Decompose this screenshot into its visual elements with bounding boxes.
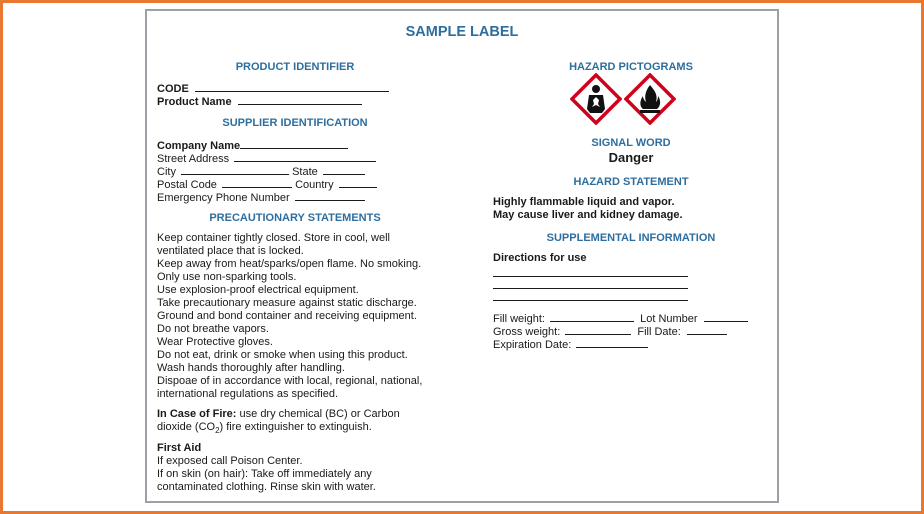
hazard-statement-line: Highly flammable liquid and vapor. <box>493 196 675 208</box>
product-identifier-heading: PRODUCT IDENTIFIER <box>235 61 355 73</box>
product-name-field: Product Name <box>157 94 362 109</box>
emergency-phone-field: Emergency Phone Number <box>157 190 365 205</box>
precautionary-statement-line: Dispoae of in accordance with local, regional, national, <box>157 375 423 387</box>
left-column <box>157 11 437 501</box>
precautionary-statement-line: Use explosion-proof electrical equipment. <box>157 284 359 296</box>
emergency-phone-blank <box>295 190 365 201</box>
directions-line-1 <box>493 276 688 277</box>
city-state-field: City State <box>157 164 365 179</box>
flame-pictogram-icon <box>624 73 676 125</box>
directions-line-3 <box>493 300 688 301</box>
precautionary-statement-line: Wear Protective gloves. <box>157 336 273 348</box>
precautionary-statement-line: Keep container tightly closed. Store in cool, well <box>157 232 390 244</box>
fire-instructions-line2: dioxide $(CO_2)$ fire extinguisher to extinguish. <box>157 421 372 436</box>
expiration-date-field: Expiration Date: <box>493 337 648 352</box>
first-aid-line: contaminated clothing. Rinse skin with water. <box>157 481 376 493</box>
right-column <box>493 11 773 501</box>
fill-weight-blank <box>550 311 634 322</box>
supplemental-information-heading: SUPPLEMENTAL INFORMATION <box>546 232 716 244</box>
street-address-field: Street Address <box>157 151 376 166</box>
precautionary-statement-line: Do not eat, drink or smoke when using this product. <box>157 349 408 361</box>
fill-weight-lot-field: Fill weight: Lot Number <box>493 311 748 326</box>
code-field: CODE <box>157 81 389 96</box>
gross-weight-fill-date-field: Gross weight: Fill Date: <box>493 324 727 339</box>
city-blank <box>181 164 289 175</box>
hazard-statement-line: May cause liver and kidney damage. <box>493 209 683 221</box>
fire-instructions: In Case of Fire: use dry chemical (BC) or Carbon <box>157 408 400 420</box>
precautionary-statement-line: Only use non-sparking tools. <box>157 271 297 283</box>
first-aid-line: If exposed call Poison Center. <box>157 455 303 467</box>
signal-word-heading: SIGNAL WORD <box>591 137 671 149</box>
postal-country-field: Postal Code Country <box>157 177 377 192</box>
sample-label <box>145 9 779 503</box>
fill-date-blank <box>687 324 727 335</box>
hazard-statement-heading: HAZARD STATEMENT <box>573 176 689 188</box>
company-name-blank <box>240 138 348 149</box>
street-address-blank <box>234 151 376 162</box>
first-aid-heading: First Aid <box>157 442 202 454</box>
country-blank <box>339 177 377 188</box>
lot-number-blank <box>704 311 748 322</box>
state-blank <box>323 164 365 175</box>
precautionary-statement-line: ventilated place that is locked. <box>157 245 304 257</box>
precautionary-statements-heading: PRECAUTIONARY STATEMENTS <box>209 212 381 224</box>
hazard-pictograms-heading: HAZARD PICTOGRAMS <box>569 61 693 73</box>
first-aid-line: If on skin (on hair): Take off immediately any <box>157 468 372 480</box>
precautionary-statement-line: Take precautionary measure against static discharge. <box>157 297 417 309</box>
product-name-blank <box>238 94 362 105</box>
gross-weight-blank <box>565 324 631 335</box>
precautionary-statement-line: Keep away from heat/sparks/open flame. No smoking. <box>157 258 422 270</box>
expiration-date-blank <box>576 337 648 348</box>
precautionary-statement-line: Do not breathe vapors. <box>157 323 269 335</box>
code-blank <box>195 81 389 92</box>
company-name-field: Company Name <box>157 138 348 153</box>
signal-word-value: Danger <box>608 150 654 165</box>
precautionary-statement-line: Ground and bond container and receiving equipment. <box>157 310 417 322</box>
label-title: SAMPLE LABEL <box>405 24 519 40</box>
precautionary-statement-line: Wash hands thoroughly after handling. <box>157 362 345 374</box>
postal-code-blank <box>222 177 292 188</box>
supplier-identification-heading: SUPPLIER IDENTIFICATION <box>222 117 368 129</box>
health-hazard-pictogram-icon <box>570 73 622 125</box>
directions-line-2 <box>493 288 688 289</box>
precautionary-statement-line: international regulations as specified. <box>157 388 339 400</box>
directions-for-use: Directions for use <box>493 252 587 264</box>
